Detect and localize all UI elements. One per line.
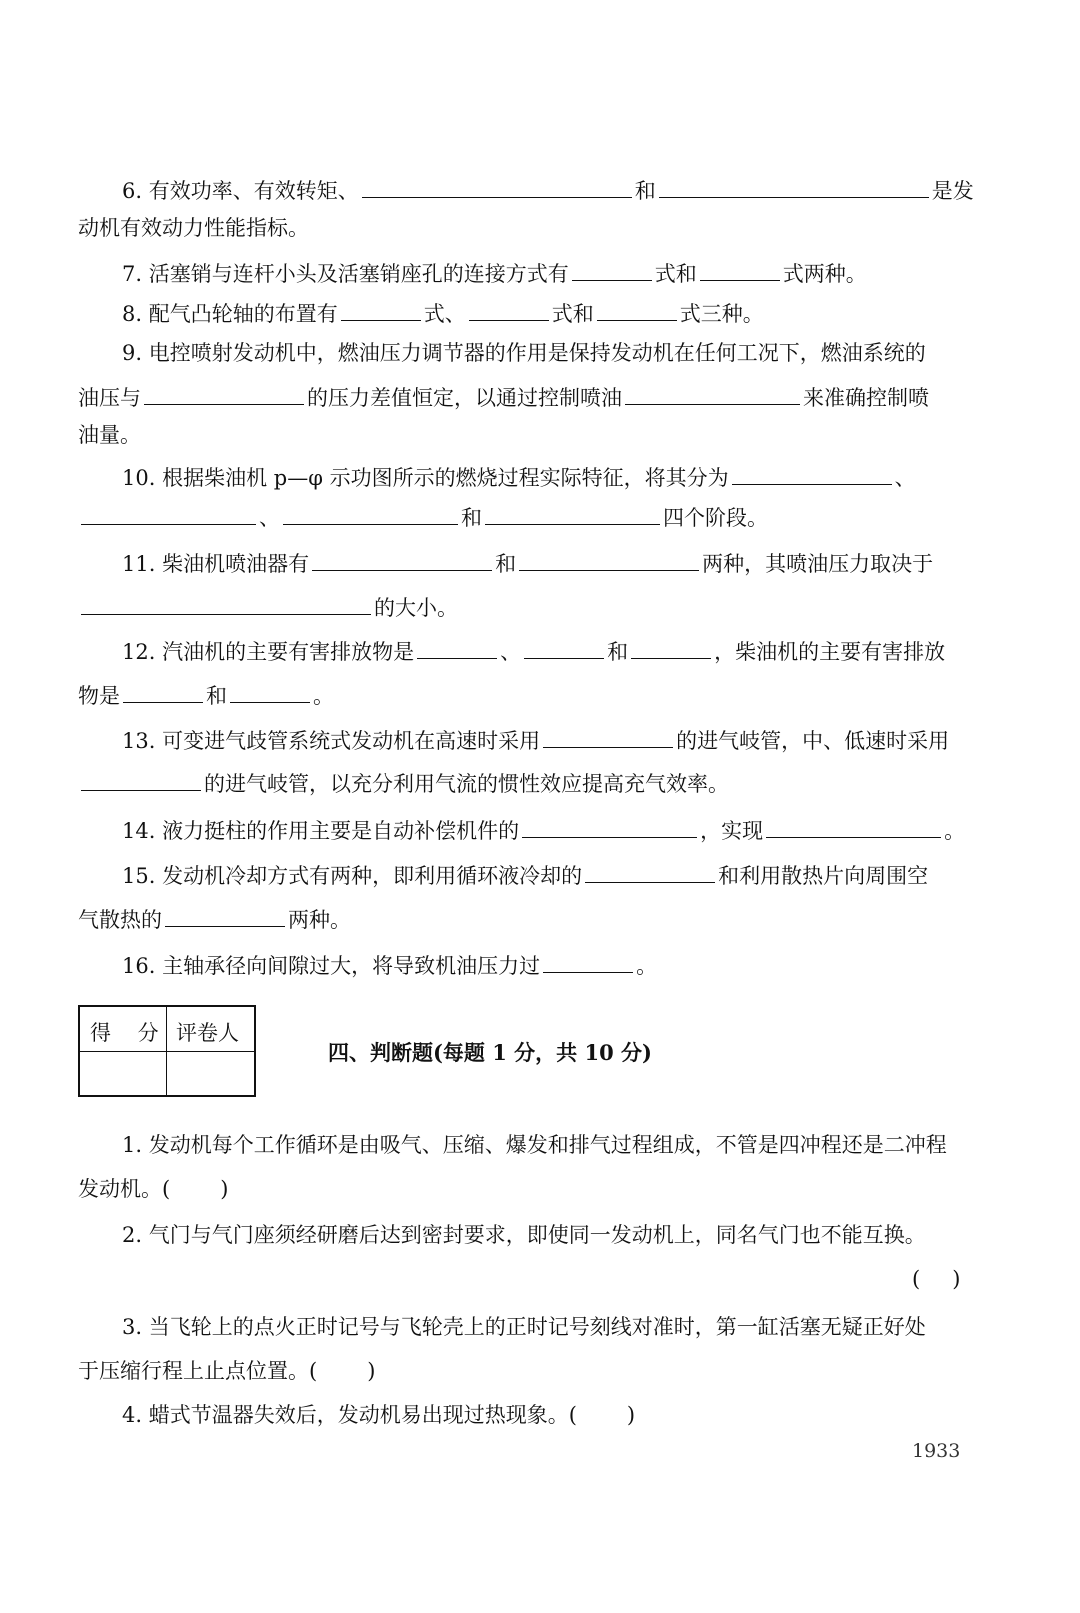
question-8: 8. 配气凸轮轴的布置有 式、 式和 式三种。 <box>122 298 764 327</box>
blank[interactable] <box>165 904 285 927</box>
judge-1-line2: 发动机。( ) <box>78 1177 229 1201</box>
section-title: 四、判断题(每题 1 分，共 10 分) <box>328 1040 652 1065</box>
score-table <box>78 1005 256 1097</box>
question-6-line1: 6. 有效功率、有效转矩、 和 是发 <box>122 175 974 204</box>
judge-1-line1: 1. 发动机每个工作循环是由吸气、压缩、爆发和排气过程组成，不管是四冲程还是二冲程 <box>122 1133 947 1157</box>
score-header: 得 分 <box>90 1021 169 1045</box>
question-15-line1: 15. 发动机冷却方式有两种，即利用循环液冷却的 和利用散热片向周围空 <box>122 860 928 889</box>
question-14: 14. 液力挺柱的作用主要是自动补偿机件的 ，实现 。 <box>122 815 965 844</box>
question-10-line1: 10. 根据柴油机 p—φ 示功图所示的燃烧过程实际特征，将其分为 、 <box>122 462 916 491</box>
question-16: 16. 主轴承径向间隙过大，将导致机油压力过 。 <box>122 950 657 979</box>
blank[interactable] <box>417 636 497 659</box>
blank[interactable] <box>81 592 371 615</box>
grader-header: 评卷人 <box>176 1021 239 1045</box>
blank[interactable] <box>81 502 256 525</box>
question-15-line2: 气散热的 两种。 <box>78 904 351 933</box>
judge-4: 4. 蜡式节温器失效后，发动机易出现过热现象。( ) <box>122 1403 636 1427</box>
question-7: 7. 活塞销与连杆小头及活塞销座孔的连接方式有 式和 式两种。 <box>122 258 867 287</box>
blank[interactable] <box>519 548 699 571</box>
question-11-line1: 11. 柴油机喷油器有 和 两种，其喷油压力取决于 <box>122 548 933 577</box>
blank[interactable] <box>283 502 458 525</box>
blank[interactable] <box>732 462 892 485</box>
blank[interactable] <box>766 815 941 838</box>
blank[interactable] <box>585 860 715 883</box>
blank[interactable] <box>543 950 633 973</box>
blank[interactable] <box>625 382 800 405</box>
blank[interactable] <box>81 768 201 791</box>
blank[interactable] <box>230 680 310 703</box>
blank[interactable] <box>659 175 929 198</box>
judge-2-line1: 2. 气门与气门座须经研磨后达到密封要求，即使同一发动机上，同名气门也不能互换。 <box>122 1223 926 1247</box>
blank[interactable] <box>572 258 652 281</box>
question-9-line1: 9. 电控喷射发动机中，燃油压力调节器的作用是保持发动机在任何工况下，燃油系统的 <box>122 341 926 365</box>
question-12-line1: 12. 汽油机的主要有害排放物是 、 和 ，柴油机的主要有害排放 <box>122 636 945 665</box>
blank[interactable] <box>144 382 304 405</box>
question-10-line2: 、 和 四个阶段。 <box>78 502 768 531</box>
judge-2-line2: ( ) <box>912 1267 961 1291</box>
blank[interactable] <box>543 725 673 748</box>
blank[interactable] <box>123 680 203 703</box>
question-9-line3: 油量。 <box>78 423 141 447</box>
blank[interactable] <box>524 636 604 659</box>
question-13-line1: 13. 可变进气歧管系统式发动机在高速时采用 的进气岐管，中、低速时采用 <box>122 725 949 754</box>
judge-3-line1: 3. 当飞轮上的点火正时记号与飞轮壳上的正时记号刻线对准时，第一缸活塞无疑正好处 <box>122 1315 926 1339</box>
blank[interactable] <box>469 298 549 321</box>
blank[interactable] <box>341 298 421 321</box>
page-number: 1933 <box>912 1440 961 1462</box>
judge-3-line2: 于压缩行程上止点位置。( ) <box>78 1359 376 1383</box>
blank[interactable] <box>597 298 677 321</box>
blank[interactable] <box>631 636 711 659</box>
question-6-line2: 动机有效动力性能指标。 <box>78 216 309 240</box>
question-9-line2: 油压与 的压力差值恒定，以通过控制喷油 来准确控制喷 <box>78 382 929 411</box>
question-11-line2: 的大小。 <box>78 592 458 621</box>
table-divider <box>80 1051 254 1052</box>
blank[interactable] <box>362 175 632 198</box>
blank[interactable] <box>522 815 697 838</box>
question-13-line2: 的进气岐管，以充分利用气流的惯性效应提高充气效率。 <box>78 768 729 797</box>
blank[interactable] <box>485 502 660 525</box>
question-12-line2: 物是 和 。 <box>78 680 334 709</box>
blank[interactable] <box>312 548 492 571</box>
blank[interactable] <box>700 258 780 281</box>
